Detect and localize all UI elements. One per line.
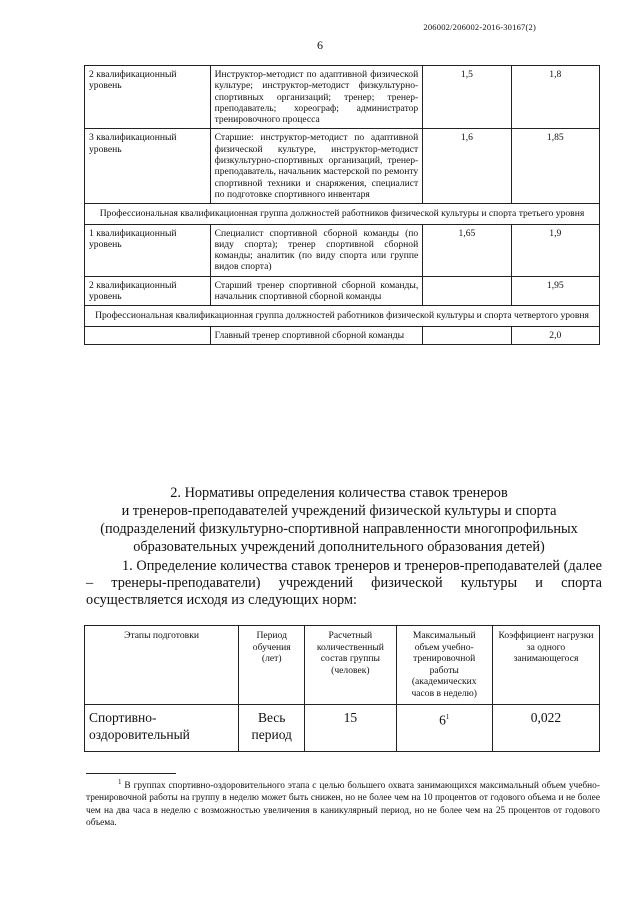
positions-cell: Специалист спортивной сборной команды (по виду спорта); тренер спортивной сборной команды; аналитик (по виду спорта или группе видов спорта): [210, 224, 423, 276]
stage-cell: Спортивно-оздоровительный: [85, 704, 239, 751]
group-heading: Профессиональная квалификационная группа должностей работников физической культуры и спорта третьего уровня: [85, 204, 600, 224]
section-title-line: и тренеров-преподавателей учреждений физической культуры и спорта: [121, 503, 557, 519]
group-heading-row: [85, 306, 600, 326]
header-cell: Этапы подготовки: [85, 626, 239, 705]
positions-cell: Старшие: инструктор-методист по адаптивной физической культуре, инструктор-методист физкультурно-спортивных организаций, тренер-преподаватель, начальник мастерской по ремонту спортивной техники и снаряжения, специалист по подготовке спортивного инвентаря: [210, 129, 423, 204]
header-cell: Коэффициент нагрузки за одного занимающегося: [492, 626, 599, 705]
coefficient-1-cell: 1,65: [423, 224, 511, 276]
coefficient-2-cell: 2,0: [511, 326, 599, 344]
hours-cell: [396, 704, 492, 751]
group-heading: Профессиональная квалификационная группа должностей работников физической культуры и спорта четвертого уровня: [85, 306, 600, 326]
norms-table-header: [85, 626, 600, 705]
footnote-ref: 1: [445, 712, 450, 721]
qualification-row: [85, 129, 600, 204]
norms-table: [84, 625, 600, 752]
qualification-row: [85, 66, 600, 129]
qualification-table: [84, 65, 600, 345]
level-cell: 1 квалификационный уровень: [85, 224, 211, 276]
header-cell: Период обучения (лет): [239, 626, 305, 705]
footnote-separator: [86, 773, 176, 774]
section-title-line: (подразделений физкультурно-спортивной направленности многопрофильных: [100, 521, 578, 537]
section-title-line: образовательных учреждений дополнительного образования детей): [133, 539, 545, 555]
coefficient-cell: 0,022: [492, 704, 599, 751]
group-heading-row: [85, 204, 600, 224]
footnote-mark: 1: [118, 778, 122, 786]
hours-value: 6: [439, 712, 446, 728]
page-number: 6: [317, 38, 323, 52]
norms-table-row: [85, 704, 600, 751]
level-cell: [85, 326, 211, 344]
period-cell: Весь период: [239, 704, 305, 751]
section-2-title: [78, 484, 600, 556]
qualification-row: [85, 326, 600, 344]
header-cell: Максимальный объем учебно-тренировочной работы (академических часов в неделю): [396, 626, 492, 705]
coefficient-1-cell: [423, 276, 511, 306]
level-cell: 2 квалификационный уровень: [85, 66, 211, 129]
group-size-cell: 15: [305, 704, 396, 751]
coefficient-1-cell: 1,6: [423, 129, 511, 204]
header-cell: Расчетный количественный состав группы (человек): [305, 626, 396, 705]
coefficient-2-cell: 1,95: [511, 276, 599, 306]
positions-cell: Инструктор-методист по адаптивной физической культуре; инструктор-методист физкультурно-спортивных организаций; тренер; тренер-преподаватель; хореограф; администратор тренировочного процесса: [210, 66, 423, 129]
level-cell: 2 квалификационный уровень: [85, 276, 211, 306]
paragraph-1: 1. Определение количества ставок тренеров и тренеров-преподавателей (далее – тренеры-преподаватели) учреждений физической культуры и спорта осуществляется исходя из следующих норм:: [86, 558, 602, 608]
coefficient-1-cell: 1,5: [423, 66, 511, 129]
positions-cell: Старший тренер спортивной сборной команды, начальник спортивной сборной команды: [210, 276, 423, 306]
positions-cell: Главный тренер спортивной сборной команды: [210, 326, 423, 344]
footnote: [86, 776, 600, 829]
section-title-line: 2. Нормативы определения количества ставок тренеров: [170, 485, 508, 501]
coefficient-1-cell: [423, 326, 511, 344]
document-number: 206002/206002-2016-30167(2): [423, 22, 536, 32]
coefficient-2-cell: 1,8: [511, 66, 599, 129]
coefficient-2-cell: 1,9: [511, 224, 599, 276]
qualification-row: [85, 276, 600, 306]
footnote-text: В группах спортивно-оздоровительного этапа с целью большего охвата занимающихся максимальный объем учебно-тренировочной работы на группу в неделю может быть снижен, но не более чем на 10 процентов от годового объема и не более чем на два часа в неделю с возможностью увеличения в каникулярный период, но не более чем на 25 процентов от годового объема.: [86, 781, 600, 828]
level-cell: 3 квалификационный уровень: [85, 129, 211, 204]
qualification-row: [85, 224, 600, 276]
coefficient-2-cell: 1,85: [511, 129, 599, 204]
